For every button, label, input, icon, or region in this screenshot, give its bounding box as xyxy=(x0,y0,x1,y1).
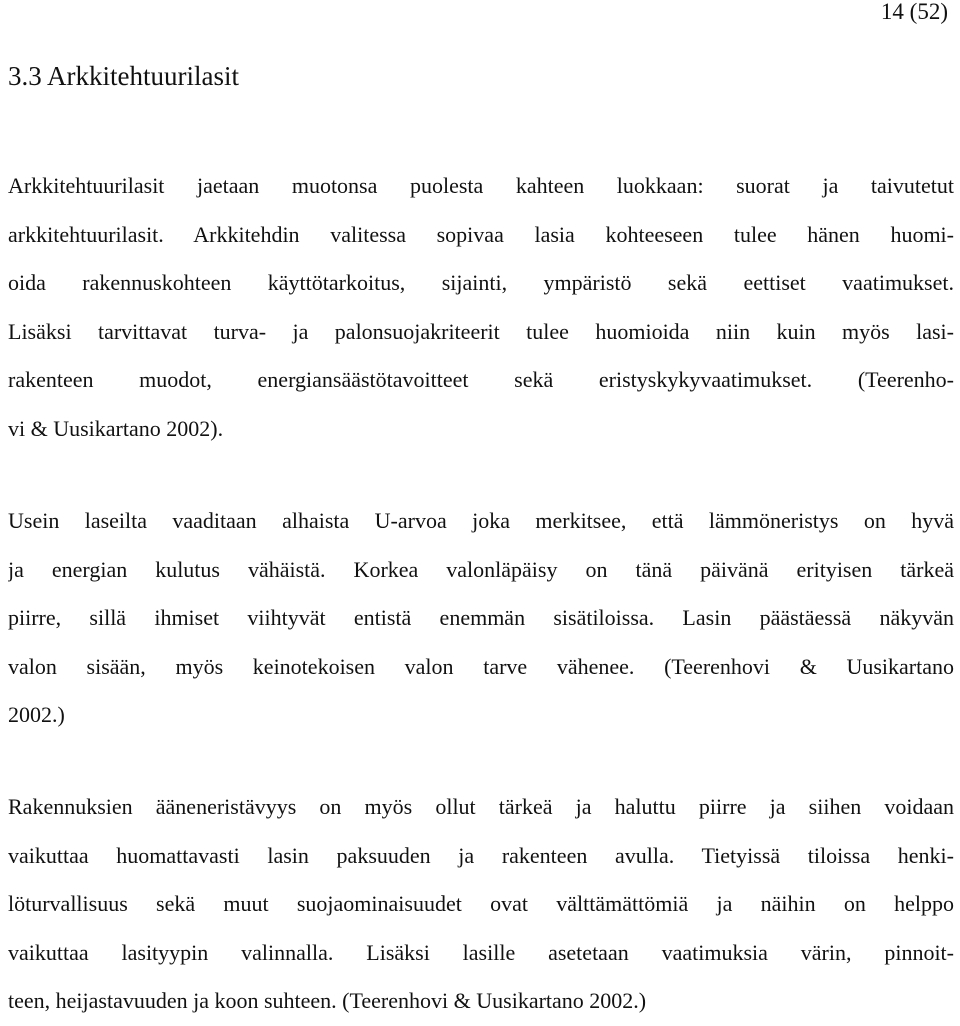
text-line: teen, heijastavuuden ja koon suhteen. (Teerenhovi & Uusikartano 2002.) xyxy=(8,988,647,1013)
section-heading: 3.3 Arkkitehtuurilasit xyxy=(8,61,239,91)
text-line: Arkkitehtuurilasit jaetaan muotonsa puolesta kahteen luokkaan: suorat ja taivutetut xyxy=(8,173,954,198)
text-line: Usein laseilta vaaditaan alhaista U-arvoa joka merkitsee, että lämmöneristys on hyvä xyxy=(8,508,954,533)
paragraph-3 xyxy=(8,783,954,1026)
text-line: 2002.) xyxy=(8,702,65,727)
text-line: rakenteen muodot, energiansäästötavoitteet sekä eristyskykyvaatimukset. (Teerenho- xyxy=(8,367,954,392)
text-line: oida rakennuskohteen käyttötarkoitus, sijainti, ympäristö sekä eettiset vaatimukset. xyxy=(8,270,954,295)
text-line: löturvallisuus sekä muut suojaominaisuudet ovat välttämättömiä ja näihin on helppo xyxy=(8,891,954,916)
text-line: vaikuttaa lasityypin valinnalla. Lisäksi lasille asetetaan vaatimuksia värin, pinnoit- xyxy=(8,939,954,965)
text-line: ja energian kulutus vähäistä. Korkea valonläpäisy on tänä päivänä erityisen tärkeä xyxy=(8,556,954,582)
paragraph-2 xyxy=(8,497,954,740)
text-line: arkkitehtuurilasit. Arkkitehdin valitessa sopivaa lasia kohteeseen tulee hänen huomi- xyxy=(8,221,954,247)
text-line: Lisäksi tarvittavat turva- ja palonsuojakriteerit tulee huomioida niin kuin myös lasi- xyxy=(8,318,954,344)
text-line: vi & Uusikartano 2002). xyxy=(8,415,224,441)
page-number: 14 (52) xyxy=(880,0,948,24)
text-line: vaikuttaa huomattavasti lasin paksuuden ja rakenteen avulla. Tietyissä tiloissa henki- xyxy=(8,842,954,868)
text-line: Rakennuksien ääneneristävyys on myös ollut tärkeä ja haluttu piirre ja siihen voidaan xyxy=(8,794,954,819)
text-line: piirre, sillä ihmiset viihtyvät entistä enemmän sisätiloissa. Lasin päästäessä näkyvän xyxy=(8,605,954,630)
paragraph-1 xyxy=(8,162,954,453)
text-line: valon sisään, myös keinotekoisen valon tarve vähenee. (Teerenhovi & Uusikartano xyxy=(8,653,954,679)
